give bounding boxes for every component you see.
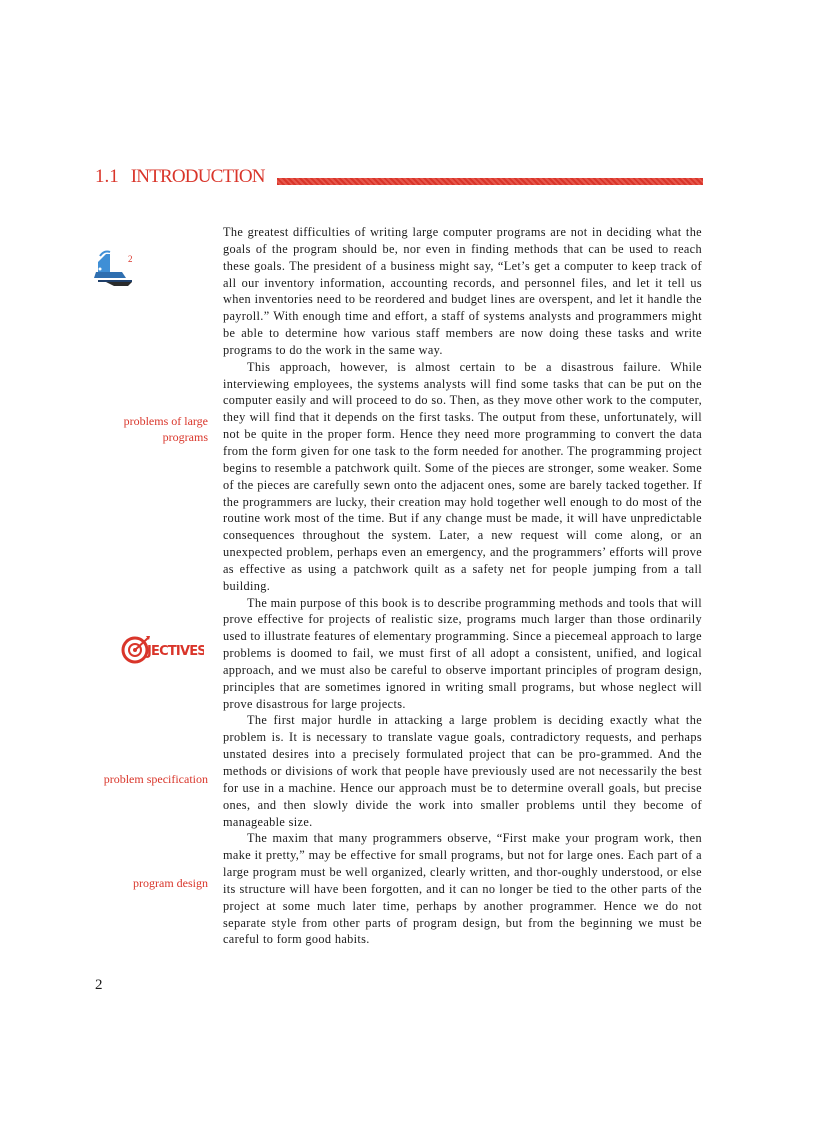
section-title — [95, 166, 265, 188]
paragraph: This approach, however, is almost certain to be a disastrous failure. While interviewing employees, the systems analysts will find some tasks that can be put on the computer easily and will proceed to do so. Then, as they move other work to the computer, they will find that it depends on the first tasks. The output from these, unfortunately, will not be quite in the proper form. Hence they need more programming to convert the data from the form given for one task to the form needed for another. The programming project begins to resemble a patchwork quilt. Some of the pieces are stronger, some weaker. Some of the pieces are carefully sewn onto the adjacent ones, some are barely tacked together. If the programmers are lucky, their creation may hold together well enough to do most of the routine work most of the time. But if any change must be made, it will have unpredictable consequences throughout the system. Later, a new request will come along, or an unexpected problem, perhaps even an emergency, and the programmers’ efforts will prove as effective as using a patchwork quilt as a safety net for people jumping from a tall building. — [223, 359, 702, 593]
disk-icon — [92, 242, 136, 290]
section-title-text: INTRODUCTION — [130, 166, 265, 187]
body-text — [223, 224, 702, 948]
paragraph: The maxim that many programmers observe, “First make your program work, then make it pretty,” may be effective for small programs, but not for large ones. Each part of a large program must be well organized, clearly written, and thor-oughly understood, or else its structure will have been forgotten, and it can no longer be tied to the other parts of the project at some much later time, perhaps by another programmer. Hence we do not separate style from other parts of program design, but from the beginning we must be careful to form good habits. — [223, 831, 702, 947]
paragraph: The greatest difficulties of writing large computer programs are not in deciding what the goals of the program should be, nor even in finding methods that can be used to reach these goals. The president of a business might say, “Let’s get a computer to keep track of all our inventory information, accounting records, and personnel files, and let it tell us when inventories need to be reordered and budget lines are overspent, and let it handle the payroll.” With enough time and effort, a staff of systems analysts and programmers might be able to determine how various staff members are now doing these tasks and write programs to do the work in the same way. — [223, 225, 702, 357]
objectives-icon-label: JECTIVES — [147, 644, 204, 659]
margin-note-problem-specification: problem specification — [103, 772, 208, 786]
paragraph: The main purpose of this book is to describe programming methods and tools that will prove effective for projects of realistic size, programs much larger than those ordinarily used to illustrate features of elementary programming. Since a piecemeal approach to large problems is doomed to fail, we must first of all adopt a consistent, unified, and logical approach, and we must also be careful to observe important principles of program design, principles that are sometimes ignored in writing small programs, but whose neglect will prove disastrous for large projects. — [223, 595, 702, 711]
disk-icon-superscript: 2 — [128, 254, 133, 264]
objectives-icon — [120, 634, 204, 666]
margin-note-program-design: program design — [133, 876, 208, 890]
margin-note-line: programs — [162, 430, 208, 444]
section-number: 1.1 — [95, 166, 119, 187]
heading-rule — [277, 178, 703, 185]
margin-note-line: problems of large — [123, 414, 208, 428]
paragraph: The first major hurdle in attacking a large problem is deciding exactly what the problem is. It is necessary to translate vague goals, contradictory requests, and perhaps unstated desires into a precisely formulated project that can be pro-grammed. And the methods or divisions of work that people have previously used are not necessarily the best for use in a machine. Hence our approach must be to determine overall goals, but precise ones, and then slowly divide the work into smaller problems until they become of manageable size. — [223, 713, 702, 829]
page-number: 2 — [95, 977, 103, 993]
section-heading — [95, 166, 703, 190]
margin-note-problems-of-large-programs — [78, 413, 208, 445]
